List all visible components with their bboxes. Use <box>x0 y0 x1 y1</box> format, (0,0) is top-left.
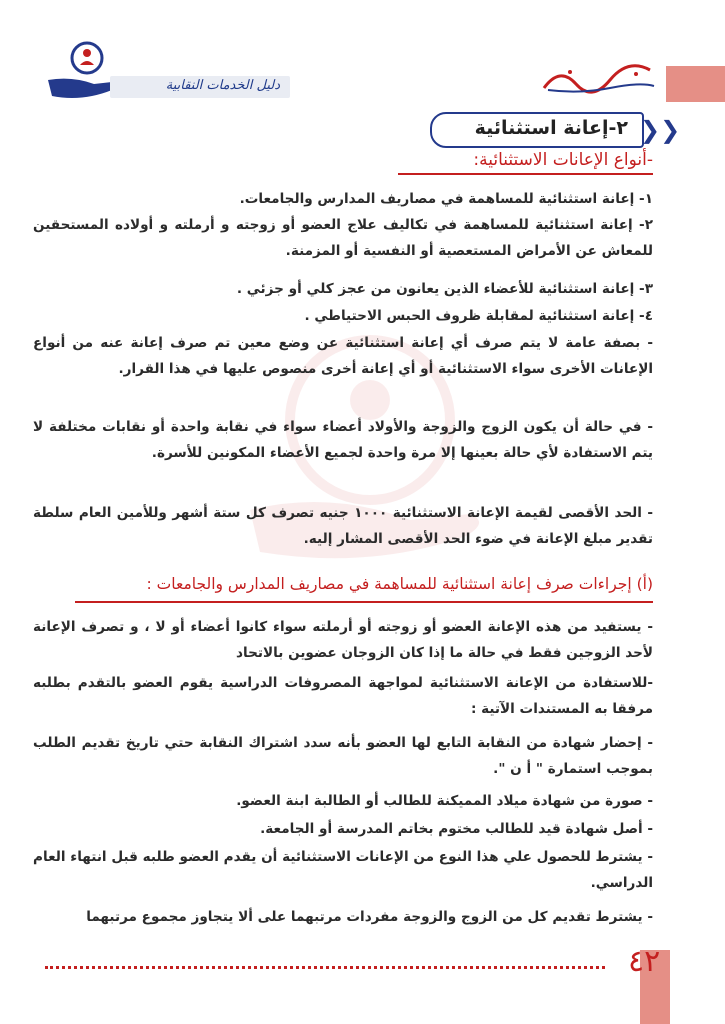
paragraph-family: - في حالة أن يكون الزوج والزوجة والأولاد أعضاء سواء في نقابة واحدة أو نقابات مختلفة لا يتم الاستفادة لأي حالة بعينها إلا مرة واحدة لجميع الأعضاء المكونين للأسرة. <box>33 419 653 461</box>
footer-dotted-line <box>45 966 605 969</box>
paragraph-item-1: ١- إعانة استثنائية للمساهمة في مصاريف المدارس والجامعات. <box>239 191 653 207</box>
paragraph-item-2: ٢- إعانة استثنائية للمساهمة في تكاليف علاج العضو أو زوجته و أرملته و أولاده المستحقين للمعاش عن الأمراض المستعصية أو النفسية أو المزمنة. <box>33 217 653 259</box>
procedures-heading: (أ) إجراءات صرف إعانة استثنائية للمساهمة في مصاريف المدارس والجامعات : <box>146 575 653 593</box>
chevron-right-icon: ❯❯ <box>640 116 681 144</box>
paragraph-item-4: ٤- إعانة استثنائية لمقابلة ظروف الحبس الاحتياطي . <box>304 308 653 324</box>
procedure-item-2: -للاستفادة من الإعانة الاستثنائية لمواجهة المصروفات الدراسية يقوم العضو بالتقدم بطلبه مرفقا به المستندات الآتية : <box>33 675 653 717</box>
section-title: ٢-إعانة استثنائية <box>474 117 628 139</box>
procedure-item-7: - يشترط تقديم كل من الزوج والزوجة مفردات مرتبهما على ألا يتجاوز مجموع مرتبهما <box>86 909 653 925</box>
procedure-item-5: - أصل شهادة قيد للطالب مختوم بخاتم المدرسة أو الجامعة. <box>260 821 653 837</box>
header-color-strip <box>666 66 725 102</box>
procedure-item-3: - إحضار شهادة من النقابة التابع لها العضو بأنه سدد اشتراك النقابة حتي تاريخ تقديم الطلب بموجب استمارة " أ ن ". <box>33 735 653 777</box>
procedure-item-1: - يستفيد من هذه الإعانة العضو أو زوجته أو أرملته سواء كانوا أعضاء أو لا ، و تصرف الإعانة لأحد الزوجين فقط في حالة ما إذا كان الزوجان عضوين بالاتحاد <box>33 619 653 661</box>
section-subtitle: -أنواع الإعانات الاستثنائية: <box>473 150 653 170</box>
paragraph-general: - بصفة عامة لا يتم صرف أي إعانة استثنائية عن وضع معين تم صرف إعانة عنه من أنواع الإعانات الأخرى سواء الاستثنائية أو أي إعانة أخرى منصوص عليها في هذا القرار. <box>33 335 653 377</box>
syndicate-logo <box>540 60 660 100</box>
procedures-underline <box>75 601 653 603</box>
page-number: ٤٢ <box>628 944 661 979</box>
section-title-box <box>430 112 644 148</box>
guide-title: دليل الخدمات النقابية <box>165 78 280 93</box>
procedure-item-6: - يشترط للحصول علي هذا النوع من الإعانات الاستثنائية أن يقدم العضو طلبه قبل انتهاء العام الدراسي. <box>33 849 653 891</box>
procedure-item-4: - صورة من شهادة ميلاد المميكنة للطالب أو الطالبة ابنة العضو. <box>236 793 653 809</box>
subtitle-underline <box>398 173 653 175</box>
paragraph-item-3: ٣- إعانة استثنائية للأعضاء الذين يعانون من عجز كلي أو جزئي . <box>236 281 653 297</box>
paragraph-max-amount: - الحد الأقصى لقيمة الإعانة الاستثنائية ١٠٠٠ جنيه تصرف كل ستة أشهر وللأمين العام سلطة تقدير مبلغ الإعانة في ضوء الحد الأقصى المشار إليه. <box>33 505 653 547</box>
guide-title-bar <box>110 76 290 98</box>
